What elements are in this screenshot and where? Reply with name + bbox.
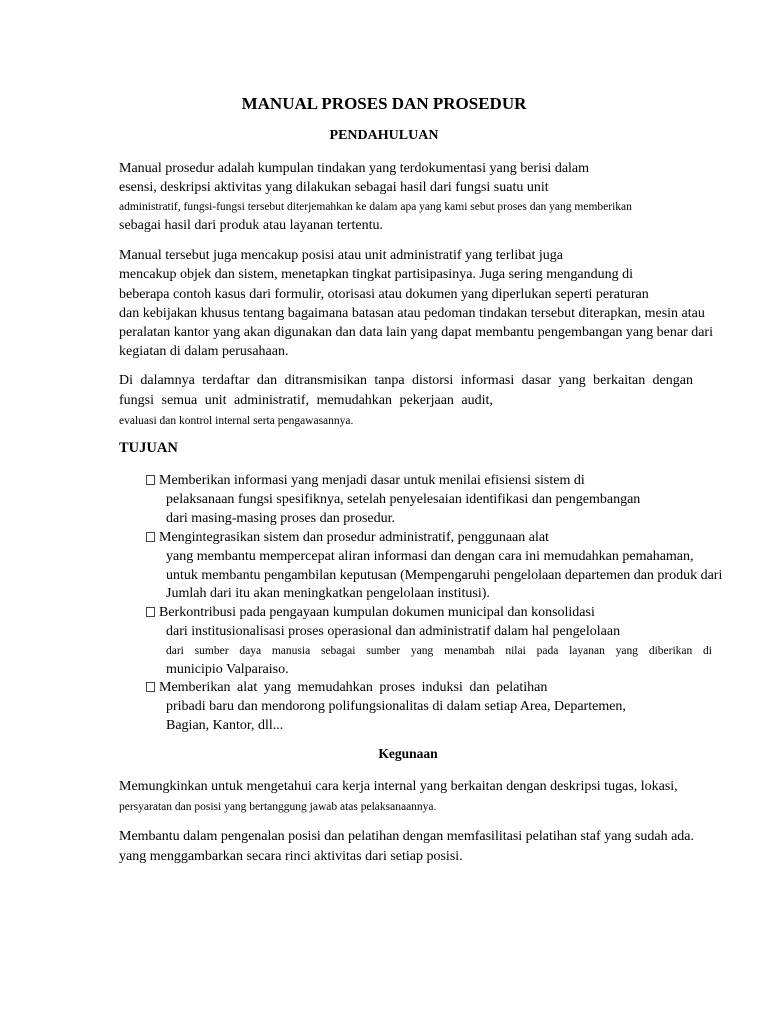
goal-continuation: Jumlah dari itu akan meningkatkan pengelolaan institusi). [166, 586, 490, 601]
bullet-icon [146, 682, 155, 692]
transmission-line: fungsi semua unit administratif, memudahkan pekerjaan audit, [119, 393, 493, 408]
intro-line: Manual prosedur adalah kumpulan tindakan yang terdokumentasi yang berisi dalam [119, 161, 590, 176]
goal-continuation: municipio Valparaiso. [166, 662, 289, 677]
intro-line: sebagai hasil dari produk atau layanan tertentu. [119, 218, 383, 233]
document-title: MANUAL PROSES DAN PROSEDUR [241, 94, 527, 113]
intro-line: esensi, deskripsi aktivitas yang dilakukan sebagai hasil dari fungsi suatu unit [119, 180, 549, 195]
goal-continuation: dari masing-masing proses dan prosedur. [166, 511, 396, 526]
scope-line: beberapa contoh kasus dari formulir, otorisasi atau dokumen yang diperlukan seperti peraturan [119, 287, 649, 302]
goal-continuation: untuk membantu pengambilan keputusan (Mempengaruhi pengelolaan departemen dan produk dari [166, 568, 723, 583]
goal-continuation: pelaksanaan fungsi spesifiknya, setelah penyelesaian identifikasi dan pengembangan [166, 492, 641, 507]
intro-line: administratif, fungsi-fungsi tersebut diterjemahkan ke dalam apa yang kami sebut proses dan yang memberikan [119, 201, 632, 213]
transmission-line: Di dalamnya terdaftar dan ditransmisikan tanpa distorsi informasi dasar yang berkaitan dengan [119, 373, 693, 388]
uses-line: persyaratan dan posisi yang bertanggung jawab atas pelaksanaannya. [119, 801, 437, 813]
transmission-line: evaluasi dan kontrol internal serta pengawasannya. [119, 415, 354, 427]
goal-item [146, 529, 549, 547]
goal-continuation: Bagian, Kantor, dll... [166, 718, 284, 733]
scope-line: dan kebijakan khusus tentang bagaimana batasan atau pedoman tindakan tersebut diterapkan, mesin atau [119, 306, 705, 321]
scope-line: Manual tersebut juga mencakup posisi atau unit administratif yang terlibat juga [119, 248, 563, 263]
bullet-icon [146, 475, 155, 485]
scope-line: peralatan kantor yang akan digunakan dan data lain yang dapat membantu pengembangan yang benar dari [119, 325, 713, 340]
goal-continuation: dari sumber daya manusia sebagai sumber yang menambah nilai pada layanan yang diberikan di [166, 645, 712, 657]
goal-text: Memberikan alat yang memudahkan proses induksi dan pelatihan [159, 680, 548, 695]
goal-item [146, 472, 585, 490]
uses-heading: Kegunaan [378, 746, 438, 761]
uses-line: yang menggambarkan secara rinci aktivitas dari setiap posisi. [119, 849, 463, 864]
goal-text: Memberikan informasi yang menjadi dasar untuk menilai efisiensi sistem di [159, 473, 585, 488]
goal-continuation: pribadi baru dan mendorong polifungsionalitas di dalam setiap Area, Departemen, [166, 699, 626, 714]
uses-line: Membantu dalam pengenalan posisi dan pelatihan dengan memfasilitasi pelatihan staf yang sudah ada. [119, 829, 694, 844]
goal-item [146, 679, 547, 697]
goal-text: Mengintegrasikan sistem dan prosedur administratif, penggunaan alat [159, 530, 549, 545]
intro-heading: PENDAHULUAN [329, 128, 439, 143]
goal-text: Berkontribusi pada pengayaan kumpulan dokumen municipal dan konsolidasi [159, 605, 595, 620]
goals-heading: TUJUAN [119, 440, 178, 456]
bullet-icon [146, 607, 155, 617]
uses-line: Memungkinkan untuk mengetahui cara kerja internal yang berkaitan dengan deskripsi tugas, lokasi, [119, 779, 678, 794]
scope-line: kegiatan di dalam perusahaan. [119, 344, 289, 359]
goal-continuation: yang membantu mempercepat aliran informasi dan dengan cara ini memudahkan pemahaman, [166, 549, 694, 564]
goal-continuation: dari institusionalisasi proses operasional dan administratif dalam hal pengelolaan [166, 624, 621, 639]
bullet-icon [146, 532, 155, 542]
scope-line: mencakup objek dan sistem, menetapkan tingkat partisipasinya. Juga sering mengandung di [119, 267, 633, 282]
goal-item [146, 604, 595, 622]
